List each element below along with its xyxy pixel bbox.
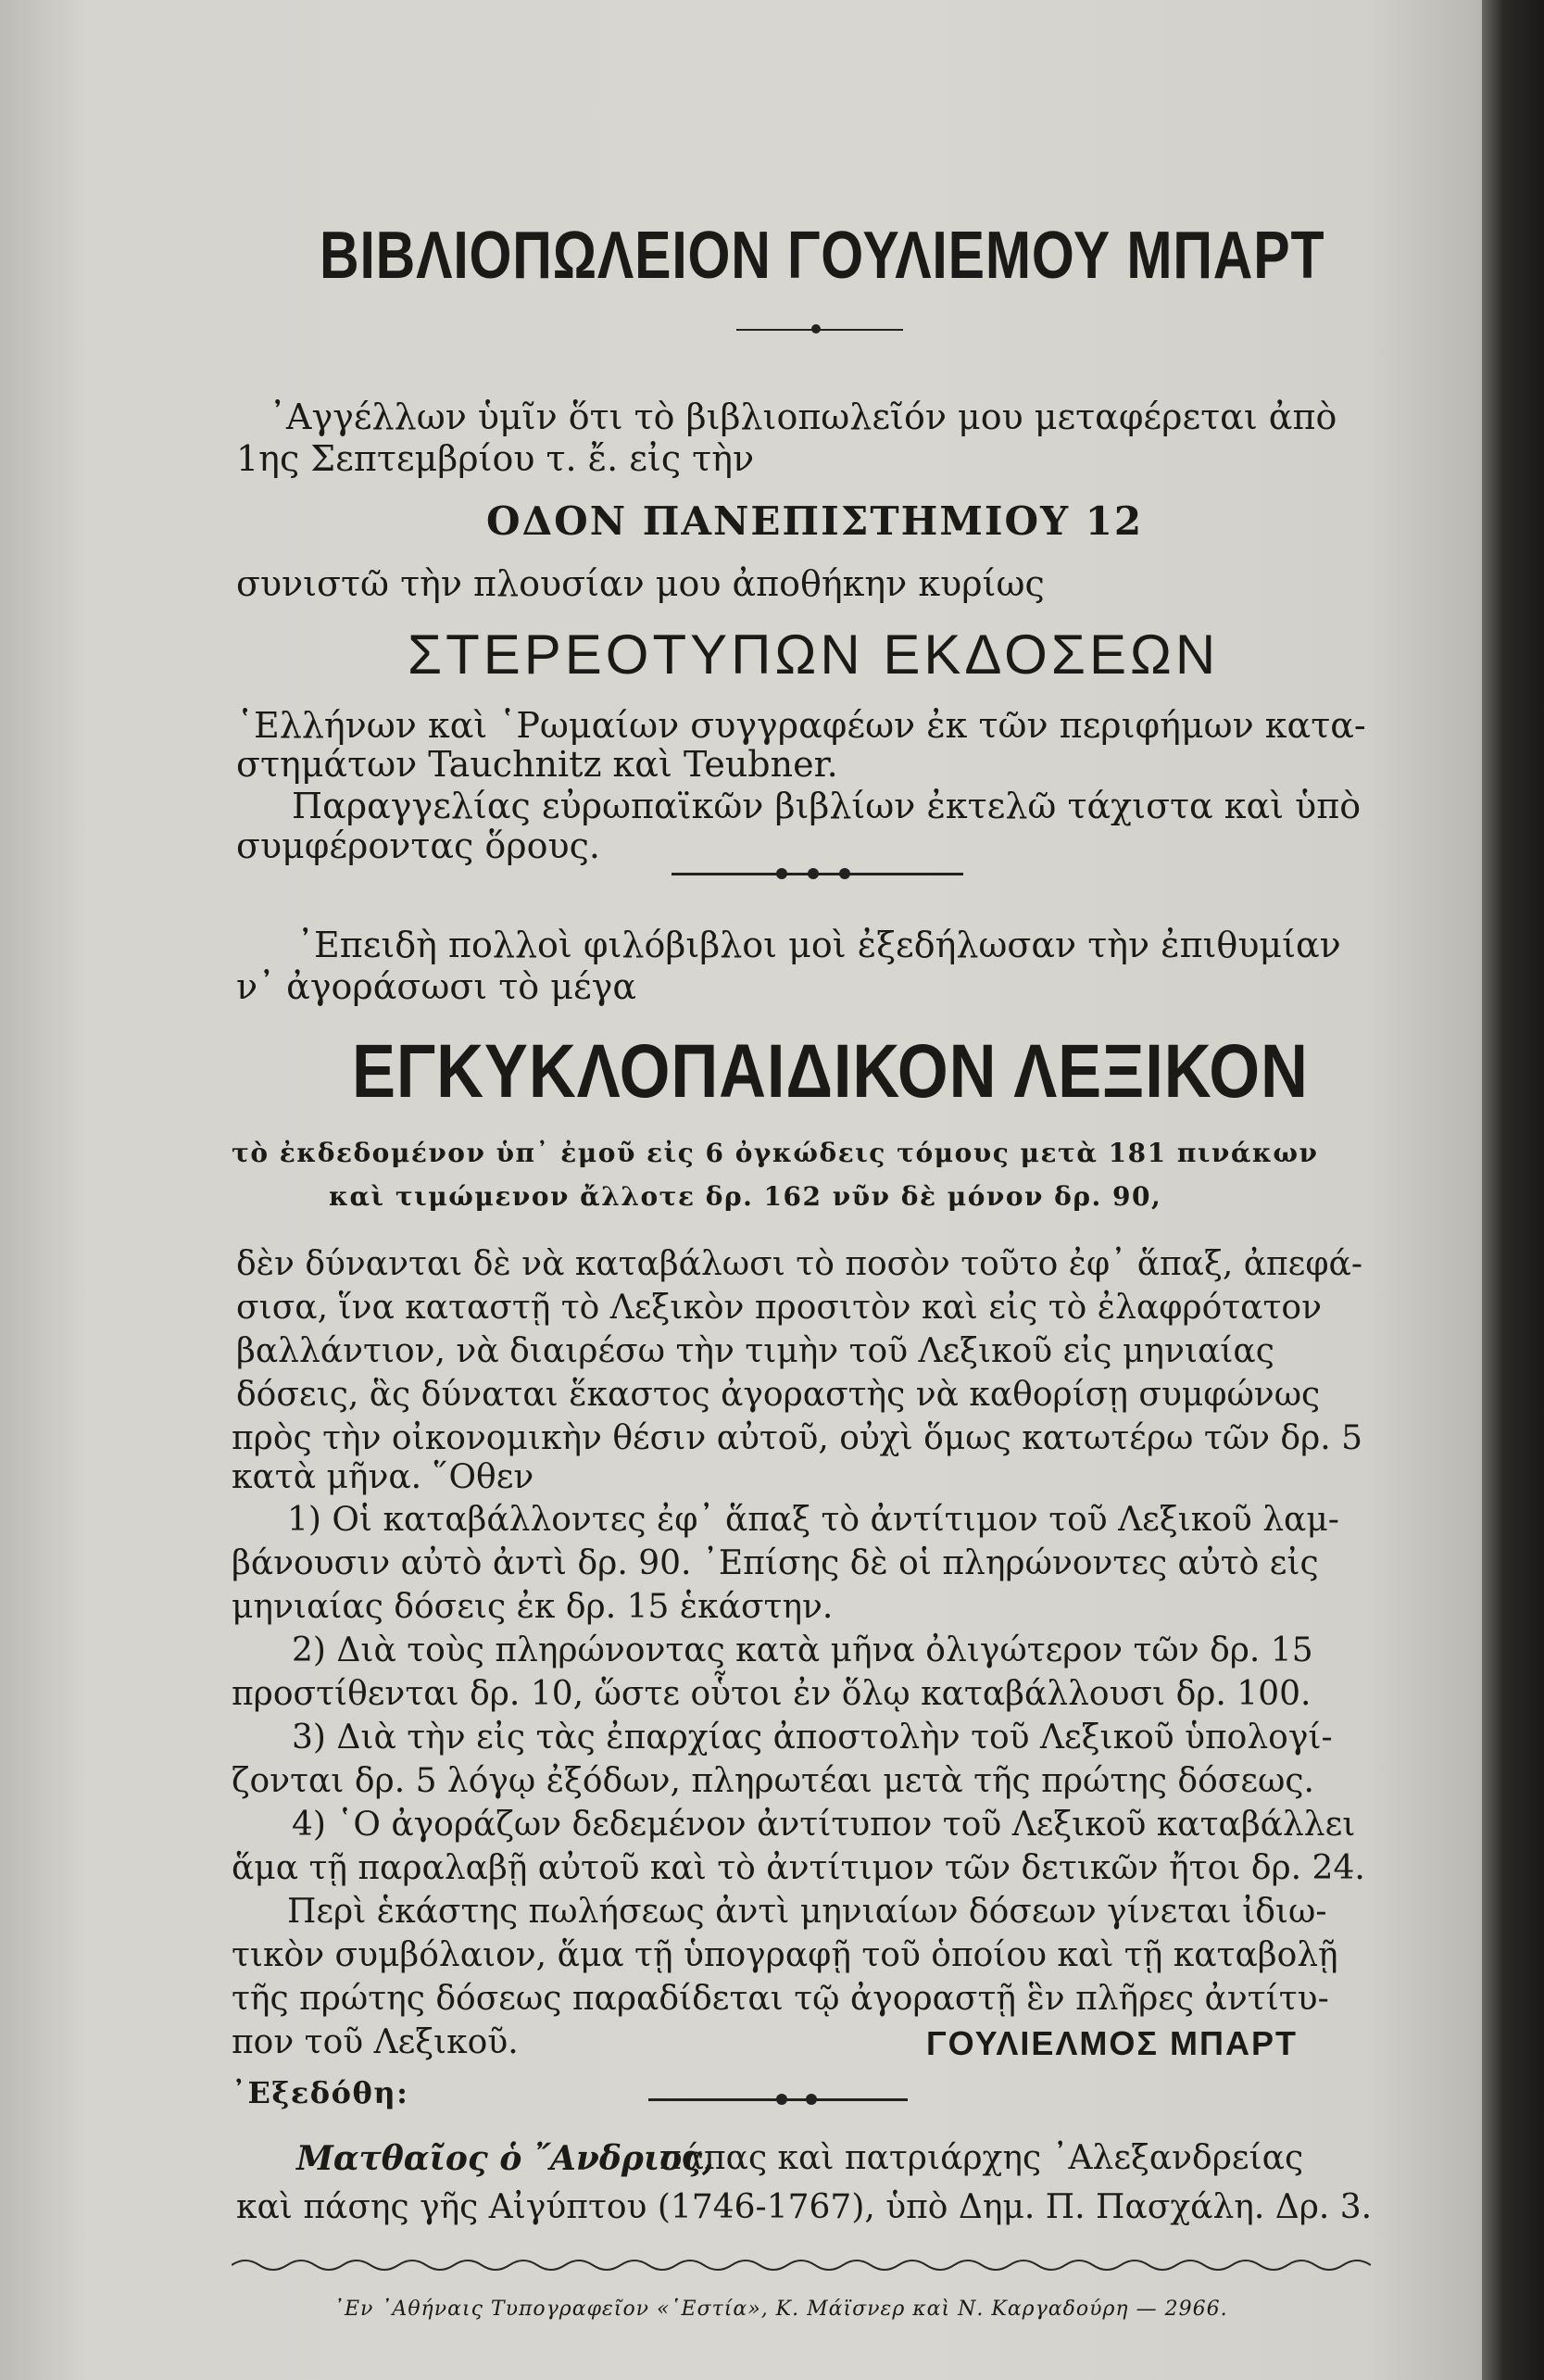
encyclopedia-subtitle-2: καὶ τιμώμενον ἄλλοτε δρ. 162 νῦν δὲ μόνον δρ. 90,	[329, 1181, 1162, 1212]
title-divider-dot	[811, 324, 821, 334]
footer-ornament-rule	[232, 2251, 1371, 2279]
body-line: δόσεις, ἃς δύναται ἕκαστος ἀγοραστὴς νὰ καθορίσῃ συμφώνως	[236, 1376, 1321, 1414]
body-line: ζονται δρ. 5 λόγῳ ἐξόδων, πληρωτέαι μετὰ τῆς πρώτης δόσεως.	[232, 1762, 1314, 1800]
published-divider-dot-2	[806, 2094, 817, 2105]
body-line: τικὸν συμβόλαιον, ἅμα τῇ ὑπογραφῇ τοῦ ὁποίου καὶ τῇ καταβολῇ	[232, 1936, 1338, 1974]
book-binding-edge	[1482, 0, 1544, 2380]
published-line-2: καὶ πάσης γῆς Αἰγύπτου (1746-1767), ὑπὸ Δημ. Π. Πασχάλη. Δρ. 3.	[236, 2188, 1373, 2226]
announcement-line-4: ῾Ελλήνων καὶ ῾Ρωμαίων συγγραφέων ἐκ τῶν περιφήμων κατα-	[236, 705, 1366, 746]
encyclopedia-intro-2: ν᾿ ἀγοράσωσι τὸ μέγα	[236, 966, 637, 1007]
body-line: τῆς πρώτης δόσεως παραδίδεται τῷ ἀγοραστῇ ἓν πλῆρες ἀντίτυ-	[232, 1980, 1329, 2018]
body-line: 4) ῾Ο ἀγοράζων δεδεμένον ἀντίτυπον τοῦ Λεξικοῦ καταβάλλει	[292, 1806, 1356, 1844]
published-line-1: πάπας καὶ πατριάρχης ᾿Αλεξανδρείας	[659, 2139, 1304, 2177]
body-line: δὲν δύνανται δὲ νὰ καταβάλωσι τὸ ποσὸν τοῦτο ἐφ᾿ ἅπαξ, ἀπεφά-	[236, 1245, 1363, 1283]
body-line: κατὰ μῆνα. ῞Οθεν	[232, 1458, 534, 1496]
announcement-line-3: συνιστῶ τὴν πλουσίαν μου ἀποθήκην κυρίως	[236, 563, 1045, 604]
published-author: Ματθαῖος ὁ ῎Ανδριος,	[296, 2139, 714, 2178]
body-line: 3) Διὰ τὴν εἰς τὰς ἐπαρχίας ἀποστολὴν τοῦ Λεξικοῦ ὑπολογί-	[292, 1719, 1333, 1757]
body-line: μηνιαίας δόσεις ἐκ δρ. 15 ἑκάστην.	[232, 1588, 834, 1626]
encyclopedia-title: ΕΓΚΥΚΛΟΠΑΙΔΙΚΟΝ ΛΕΞΙΚΟΝ	[352, 1029, 1309, 1114]
body-line: βαλλάντιον, νὰ διαιρέσω τὴν τιμὴν τοῦ Λεξικοῦ εἰς μηνιαίας	[236, 1332, 1274, 1370]
announcement-line-7: συμφέροντας ὅρους.	[236, 825, 600, 866]
body-line: σισα, ἵνα καταστῇ τὸ Λεξικὸν προσιτὸν καὶ εἰς τὸ ἐλαφρότατον	[236, 1289, 1322, 1327]
encyclopedia-subtitle-1: τὸ ἐκδεδομένον ὑπ᾿ ἐμοῦ εἰς 6 ὀγκώδεις τόμους μετὰ 181 πινάκων	[232, 1138, 1319, 1168]
body-line: πρὸς τὴν οἰκονομικὴν θέσιν αὐτοῦ, οὐχὶ ὅμως κατωτέρω τῶν δρ. 5	[232, 1419, 1363, 1457]
body-line: βάνουσιν αὐτὸ ἀντὶ δρ. 90. ᾿Επίσης δὲ οἱ πληρώνοντες αὐτὸ εἰς	[232, 1544, 1319, 1582]
divider-dot-1	[776, 868, 787, 879]
printer-footer: ᾿Εν ᾿Αθήναις Τυπογραφεῖον «῾Εστία», Κ. Μάϊσνερ καὶ Ν. Καργαδούρη — 2966.	[333, 2298, 1228, 2321]
divider-dot-3	[839, 868, 850, 879]
encyclopedia-intro-1: ᾿Επειδὴ πολλοὶ φιλόβιβλοι μοὶ ἐξεδήλωσαν τὴν ἐπιθυμίαν	[296, 925, 1341, 965]
body-line: Περὶ ἑκάστης πωλήσεως ἀντὶ μηνιαίων δόσεων γίνεται ἰδιω-	[287, 1893, 1327, 1931]
announcement-line-6: Παραγγελίας εὐρωπαϊκῶν βιβλίων ἐκτελῶ τάχιστα καὶ ὑπὸ	[292, 786, 1362, 826]
address-line: ΟΔΟΝ ΠΑΝΕΠΙΣΤΗΜΙΟΥ 12	[486, 498, 1144, 544]
body-line: προστίθενται δρ. 10, ὥστε οὗτοι ἐν ὅλῳ καταβάλλουσι δρ. 100.	[232, 1675, 1312, 1713]
stereotype-heading: ΣΤΕΡΕΟΤΥΠΩΝ ΕΚΔΟΣΕΩΝ	[408, 623, 1220, 686]
announcement-line-2: 1ης Σεπτεμβρίου τ. ἔ. εἰς τὴν	[236, 438, 755, 479]
divider-dot-2	[808, 868, 819, 879]
published-label: ᾿Εξεδόθη:	[232, 2075, 409, 2110]
body-line: πον τοῦ Λεξικοῦ.	[232, 2023, 519, 2061]
body-line: 1) Οἱ καταβάλλοντες ἐφ᾿ ἅπαξ τὸ ἀντίτιμον τοῦ Λεξικοῦ λαμ-	[287, 1501, 1339, 1539]
body-line: ἅμα τῇ παραλαβῇ αὐτοῦ καὶ τὸ ἀντίτιμον τῶν δετικῶν ἤτοι δρ. 24.	[232, 1849, 1365, 1887]
announcement-line-1: ᾿Αγγέλλων ὑμῖν ὅτι τὸ βιβλιοπωλεῖόν μου μεταφέρεται ἀπὸ	[269, 397, 1337, 437]
announcement-line-5: στημάτων Tauchnitz καὶ Teubner.	[236, 744, 838, 785]
body-line: 2) Διὰ τοὺς πληρώνοντας κατὰ μῆνα ὀλιγώτερον τῶν δρ. 15	[292, 1631, 1313, 1669]
page-title: ΒΙΒΛΙΟΠΩΛΕΙΟΝ ΓΟΥΛΙΕΜΟΥ ΜΠΑΡΤ	[320, 219, 1325, 293]
signature: ΓΟΥΛΙΕΛΜΟΣ ΜΠΑΡΤ	[926, 2024, 1298, 2062]
published-divider-dot-1	[776, 2094, 787, 2105]
